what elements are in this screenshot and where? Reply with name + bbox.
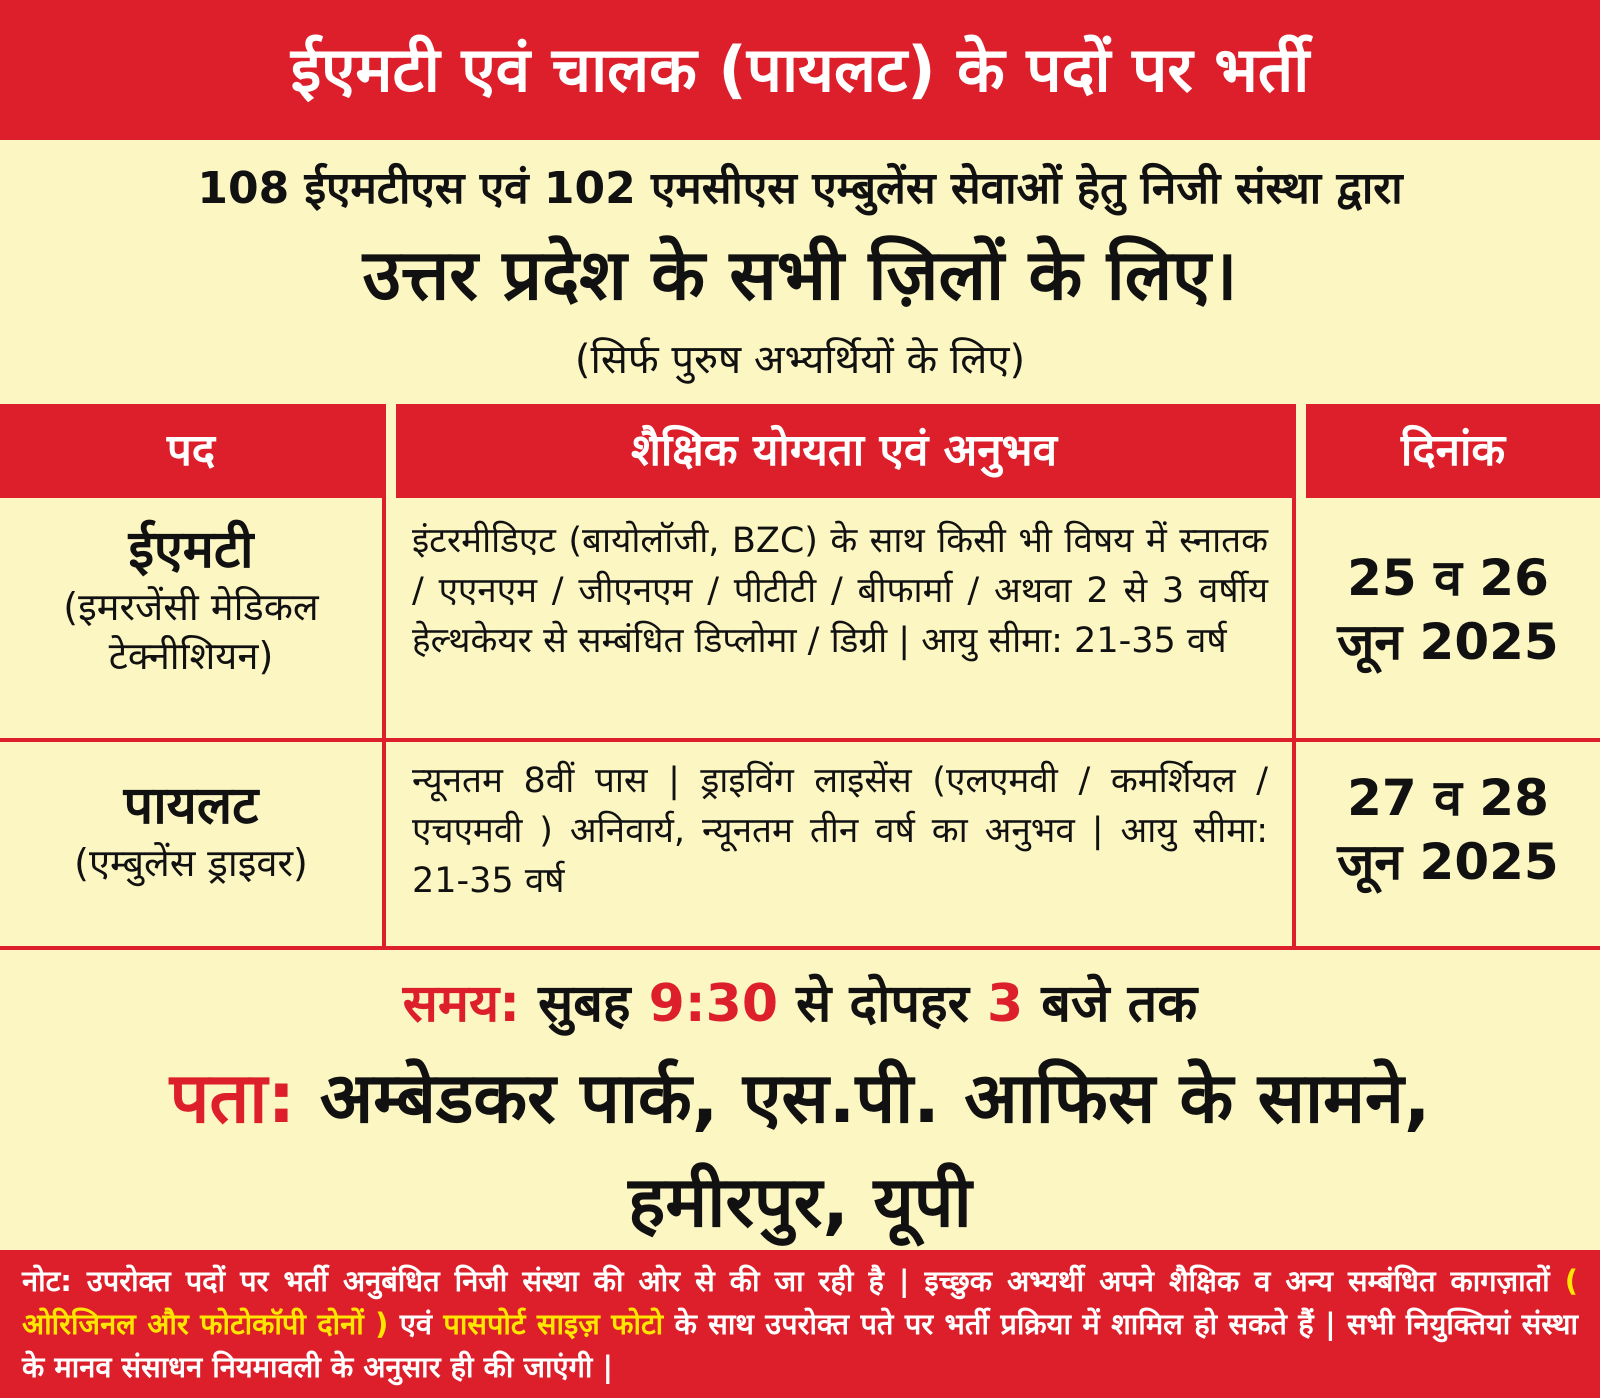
date-month-year: जून 2025 bbox=[1337, 833, 1559, 891]
poster-title: ईएमटी एवं चालक (पायलट) के पदों पर भर्ती bbox=[0, 0, 1600, 140]
timing-text: से दोपहर bbox=[778, 974, 987, 1034]
date-days: 25 व 26 bbox=[1347, 549, 1549, 607]
row-divider bbox=[0, 738, 1600, 742]
timing-text: सुबह bbox=[519, 974, 649, 1034]
timing-label: समय: bbox=[402, 974, 520, 1034]
note-text: के साथ उपरोक्त पते पर भर्ती प्रक्रिया में शामिल हो सकते हैं | सभी नियुक्तियां संस्था के मानव संसाधन नियमावली के अनुसार ही की जाएंगी | bbox=[22, 1307, 1579, 1384]
timing-line bbox=[0, 966, 1600, 1037]
intro-section bbox=[0, 140, 1600, 400]
note-footer bbox=[0, 1250, 1600, 1398]
note-text: एवं bbox=[388, 1307, 444, 1341]
address-text: अम्बेडकर पार्क, एस.पी. आफिस के सामने, bbox=[295, 1057, 1431, 1139]
timing-text: बजे तक bbox=[1023, 974, 1198, 1034]
note-highlight-photo: पासपोर्ट साइज़ फोटो bbox=[443, 1307, 664, 1341]
column-header-date: दिनांक bbox=[1306, 404, 1600, 498]
table-row-date-pilot bbox=[1296, 766, 1600, 894]
date-days: 27 व 28 bbox=[1347, 769, 1549, 827]
table-row-date-emt bbox=[1296, 546, 1600, 674]
address-label: पता: bbox=[169, 1057, 296, 1139]
note-text: नोट: उपरोक्त पदों पर भर्ती अनुबंधित निजी संस्था की ओर से की जा रही है | इच्छुक अभ्यर्थी अपने शैक्षिक व अन्य सम्बंधित कागज़ातों bbox=[22, 1264, 1565, 1298]
timing-end: 3 bbox=[986, 974, 1024, 1034]
address-block bbox=[0, 1046, 1600, 1254]
table-row-qualification-pilot: न्यूनतम 8वीं पास | ड्राइविंग लाइसेंस (एलएमवी / कमर्शियल / एचएमवी ) अनिवार्य, न्यूनतम तीन वर्ष का अनुभव | आयु सीमा: 21-35 वर्ष bbox=[412, 761, 1268, 901]
address-line-2: हमीरपुर, यूपी bbox=[628, 1161, 972, 1243]
table-row-post-emt bbox=[0, 512, 382, 682]
post-name: पायलट bbox=[123, 776, 259, 836]
column-header-qualification: शैक्षिक योग्यता एवं अनुभव bbox=[396, 404, 1292, 498]
address-line-1 bbox=[0, 1046, 1600, 1150]
post-description: (इमरजेंसी मेडिकल टेक्नीशियन) bbox=[63, 585, 319, 679]
intro-services-line: 108 ईएमटीएस एवं 102 एमसीएस एम्बुलेंस सेवाओं हेतु निजी संस्था द्वारा bbox=[197, 163, 1403, 214]
note-highlight-documents: ( ओरिजिनल और फोटोकॉपी दोनों ) bbox=[22, 1264, 1578, 1341]
post-description: (एम्बुलेंस ड्राइवर) bbox=[74, 841, 308, 885]
table-row-qualification-emt: इंटरमीडिएट (बायोलॉजी, BZC) के साथ किसी भी विषय में स्नातक / एएनएम / जीएनएम / पीटीटी / बीफार्मा / अथवा 2 से 3 वर्षीय हेल्थकेयर से सम्बंधित डिप्लोमा / डिग्री | आयु सीमा: 21-35 वर्ष bbox=[412, 521, 1268, 661]
intro-eligibility-note: (सिर्फ पुरुष अभ्यर्थियों के लिए) bbox=[574, 337, 1026, 383]
column-header-post: पद bbox=[0, 404, 382, 498]
intro-region-line: उत्तर प्रदेश के सभी ज़िलों के लिए। bbox=[362, 234, 1238, 316]
date-month-year: जून 2025 bbox=[1337, 613, 1559, 671]
row-divider bbox=[0, 946, 1600, 950]
post-name: ईएमटी bbox=[128, 520, 254, 580]
recruitment-table bbox=[0, 404, 1600, 950]
table-row-post-pilot bbox=[0, 768, 382, 888]
timing-start: 9:30 bbox=[648, 974, 778, 1034]
column-divider bbox=[382, 404, 386, 950]
